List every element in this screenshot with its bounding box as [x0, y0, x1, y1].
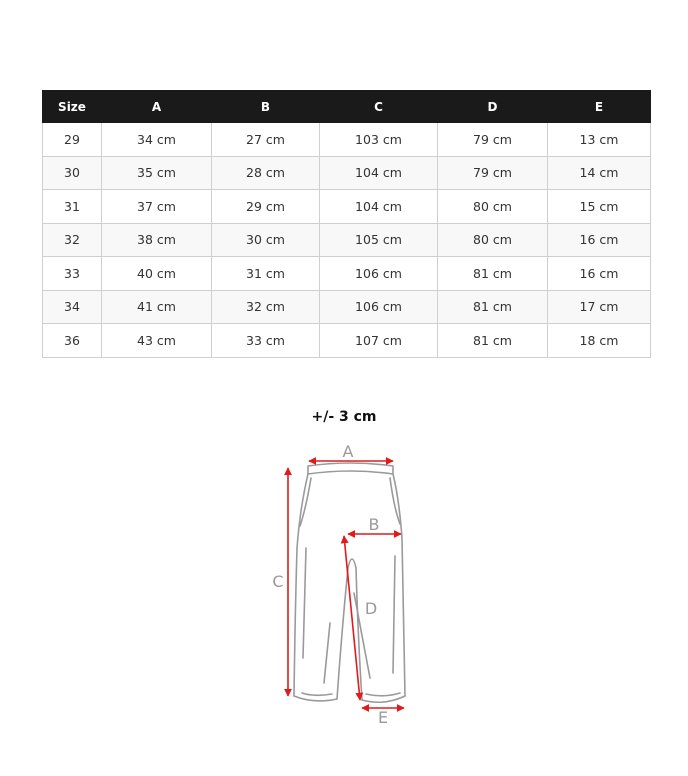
label-c: C	[272, 572, 284, 591]
table-cell: 35 cm	[102, 156, 212, 190]
table-cell: 104 cm	[320, 156, 438, 190]
table-cell: 29 cm	[212, 190, 320, 224]
table-cell: 15 cm	[548, 190, 651, 224]
table-cell: 80 cm	[438, 190, 548, 224]
column-header-e: E	[548, 91, 651, 123]
table-cell: 27 cm	[212, 123, 320, 157]
table-header-row	[43, 91, 651, 123]
column-header-d: D	[438, 91, 548, 123]
table-cell: 32	[43, 223, 102, 257]
table-cell: 80 cm	[438, 223, 548, 257]
waistband	[308, 463, 393, 474]
table-cell: 106 cm	[320, 290, 438, 324]
left-hem-line	[302, 693, 332, 695]
table-cell: 105 cm	[320, 223, 438, 257]
column-header-b: B	[212, 91, 320, 123]
right-leg-crease	[393, 556, 395, 673]
right-hem-line	[366, 693, 400, 696]
table-cell: 29	[43, 123, 102, 157]
left-leg-fold	[324, 623, 330, 683]
label-d: D	[364, 599, 378, 618]
table-cell: 107 cm	[320, 324, 438, 358]
trousers-measurement-diagram	[262, 438, 422, 728]
table-cell: 33	[43, 257, 102, 291]
table-row	[43, 257, 651, 291]
table-cell: 17 cm	[548, 290, 651, 324]
table-row	[43, 324, 651, 358]
table-row	[43, 190, 651, 224]
right-leg-hem	[362, 696, 405, 702]
column-header-c: C	[320, 91, 438, 123]
table-row	[43, 290, 651, 324]
table-cell: 37 cm	[102, 190, 212, 224]
table-cell: 31	[43, 190, 102, 224]
trousers-outline	[294, 463, 405, 702]
left-leg-hem	[294, 696, 337, 701]
table-cell: 13 cm	[548, 123, 651, 157]
table-cell: 16 cm	[548, 223, 651, 257]
table-row	[43, 156, 651, 190]
table-cell: 103 cm	[320, 123, 438, 157]
size-chart-table	[42, 90, 651, 358]
table-cell: 104 cm	[320, 190, 438, 224]
table-cell: 34	[43, 290, 102, 324]
label-a: A	[342, 442, 354, 461]
table-cell: 32 cm	[212, 290, 320, 324]
measurement-tolerance: +/- 3 cm	[311, 409, 377, 425]
table-row	[43, 223, 651, 257]
column-header-a: A	[102, 91, 212, 123]
table-cell: 28 cm	[212, 156, 320, 190]
table-cell: 106 cm	[320, 257, 438, 291]
table-cell: 41 cm	[102, 290, 212, 324]
table-cell: 43 cm	[102, 324, 212, 358]
left-leg-inner-seam	[337, 568, 348, 699]
table-cell: 31 cm	[212, 257, 320, 291]
table-cell: 30 cm	[212, 223, 320, 257]
table-cell: 18 cm	[548, 324, 651, 358]
table-cell: 36	[43, 324, 102, 358]
table-cell: 81 cm	[438, 324, 548, 358]
table-cell: 81 cm	[438, 290, 548, 324]
table-row	[43, 123, 651, 157]
label-b: B	[368, 515, 380, 534]
table-cell: 14 cm	[548, 156, 651, 190]
table-cell: 34 cm	[102, 123, 212, 157]
table-cell: 16 cm	[548, 257, 651, 291]
column-header-size: Size	[43, 91, 102, 123]
table-cell: 38 cm	[102, 223, 212, 257]
table-cell: 81 cm	[438, 257, 548, 291]
left-leg-crease	[303, 548, 306, 658]
table-cell: 40 cm	[102, 257, 212, 291]
table-cell: 79 cm	[438, 156, 548, 190]
table-cell: 30	[43, 156, 102, 190]
label-e: E	[377, 708, 389, 727]
crotch	[348, 559, 356, 568]
table-cell: 33 cm	[212, 324, 320, 358]
table-cell: 79 cm	[438, 123, 548, 157]
